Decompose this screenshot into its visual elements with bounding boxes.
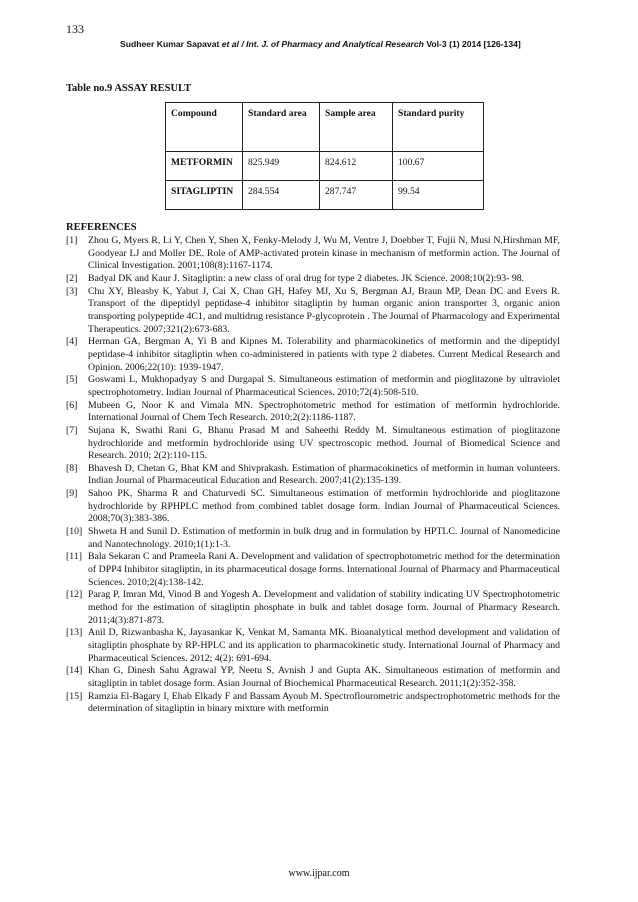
running-header bbox=[120, 39, 600, 50]
table-header-cell: Standard purity bbox=[393, 103, 484, 152]
reference-number: [5] bbox=[66, 374, 78, 386]
reference-item bbox=[66, 691, 560, 716]
table-cell-compound: METFORMIN bbox=[166, 152, 243, 181]
reference-item bbox=[66, 374, 560, 399]
table-row bbox=[166, 152, 484, 181]
reference-item bbox=[66, 425, 560, 463]
reference-item bbox=[66, 551, 560, 589]
references-heading: REFERENCES bbox=[66, 222, 137, 233]
reference-text: Sahoo PK, Sharma R and Chaturvedi SC. Simultaneous estimation of metformin hydrochloride and pioglitazone hydrochloride by RPHPLC method from combined tablet dosage form. Indian Journal of Pharmaceutical Sciences. 2008;70(3):383-386. bbox=[88, 488, 560, 525]
reference-text: Mubeen G, Noor K and Vimala MN. Spectrophotometric method for estimation of metformin hydrochloride. International Journal of Chem Tech Research. 2010;2(2):1186-1187. bbox=[88, 399, 560, 424]
reference-number: [8] bbox=[66, 462, 78, 474]
table-caption: Table no.9 ASSAY RESULT bbox=[66, 83, 192, 94]
reference-number: [1] bbox=[66, 235, 78, 246]
reference-number: [2] bbox=[66, 272, 78, 284]
reference-text: Anil D, Rizwanbasha K, Jayasankar K, Venkat M, Samanta MK. Bioanalytical method development and validation of sitagliptin phosphate by RP-HPLC and its application to pharmacokinetic study. International Journal of Pharmacy and Pharmaceutical Sciences. 2012; 4(2): 691-694. bbox=[88, 627, 560, 664]
reference-number: [7] bbox=[66, 424, 78, 436]
reference-text: Chu XY, Bleasby K, Yabut J, Cai X, Chan GH, Hafey MJ, Xu S, Bergman AJ, Braun MP, Dean DC and Evers R. Transport of the dipeptidyl peptidase-4 inhibitor sitagliptin by human organic anion transporter 3, organic anion transporting polypeptide 4C1, and multidrug resistance P-glycoprotein . The Journal of Pharmacology and Experimental Therapeutics. 2007;321(2):673-683. bbox=[88, 285, 560, 335]
reference-text: Goswami L, Mukhopadyay S and Durgapal S. Simultaneous estimation of metformin and pioglitazone by ultraviolet spectrophotometry. Indian Journal of Pharmaceutical Sciences. 2010;72(4):508-510. bbox=[88, 374, 560, 398]
reference-item bbox=[66, 627, 560, 665]
reference-item bbox=[66, 488, 560, 526]
header-volume: Vol-3 (1) 2014 [126-134] bbox=[426, 39, 521, 49]
assay-result-table bbox=[165, 102, 484, 210]
reference-text: Badyal DK and Kaur J. Sitagliptin: a new class of oral drug for type 2 diabetes. JK Science. 2008;10(2):93- 98. bbox=[88, 272, 525, 284]
reference-text: Bala Sekaran C and Prameela Rani A. Development and validation of spectrophotometric method for the determination of DPP4 Inhibitor sitagliptin, in its pharmaceutical dosage forms. International Journal of Pharmacy and Pharmaceutical Sciences. 2010;2(4):138-142. bbox=[88, 551, 560, 588]
reference-text: Zhou G, Myers R, Li Y, Chen Y, Shen X, Fenky-Melody J, Wu M, Ventre J, Doebber T, Fujii N, Musi N,Hirshman MF, Goodyear LJ and Moller DE. Role of AMP-activated protein kinase in mechanism of metformin action. The Journal of Clinical Investigation. 2001;108(8):1167-1174. bbox=[88, 235, 560, 272]
reference-item bbox=[66, 273, 560, 286]
table-header-cell: Sample area bbox=[320, 103, 393, 152]
reference-number: [9] bbox=[66, 488, 78, 500]
reference-text: Sujana K, Swathi Rani G, Bhanu Prasad M and Saheethi Reddy M. Simultaneous estimation of pioglitazone hydrochloride and metformin hydrochloride using UV spectroscopic method. Journal of Biomedical Science and Research. 2010; 2(2):110-115. bbox=[88, 424, 560, 462]
reference-number: [3] bbox=[66, 285, 78, 297]
reference-item bbox=[66, 526, 560, 551]
reference-number: [10] bbox=[66, 526, 83, 538]
reference-text: Parag P, Imran Md, Vinod B and Yogesh A. Development and validation of stability indicating UV Spectrophotometric method for the estimation of sitagliptin phosphate in bulk and tablet dosage form. Journal of Pharmacy Research. 2011;4(3):871-873. bbox=[88, 589, 560, 626]
reference-item bbox=[66, 400, 560, 425]
table-cell: 99.54 bbox=[393, 181, 484, 210]
reference-item bbox=[66, 463, 560, 488]
table-header-cell: Standard area bbox=[243, 103, 320, 152]
table-cell: 287.747 bbox=[320, 181, 393, 210]
table-cell: 825.949 bbox=[243, 152, 320, 181]
reference-text: Ramzia El-Bagary I, Ehab Elkady F and Bassam Ayoub M. Spectroflourometric andspectrophotometric methods for the determination of sitagliptin in binary mixture with metformin bbox=[88, 690, 560, 715]
reference-number: [11] bbox=[66, 551, 82, 563]
table-cell-compound: SITAGLIPTIN bbox=[166, 181, 243, 210]
table-cell: 824.612 bbox=[320, 152, 393, 181]
reference-text: Khan G, Dinesh Sahu Agrawal YP, Neetu S, Avnish J and Gupta AK. Simultaneous estimation of metformin and sitagliptin in tablet dosage form. Asian Journal of Biochemical Pharmaceutical Research. 2011;1(2):352-358. bbox=[88, 665, 560, 689]
reference-item bbox=[66, 336, 560, 374]
reference-item bbox=[66, 235, 560, 273]
reference-text: Shweta H and Sunil D. Estimation of metformin in bulk drug and in formulation by HPTLC. Journal of Nanomedicine and Nanotechnology. 2010;1(1):1-3. bbox=[88, 526, 560, 550]
reference-number: [4] bbox=[66, 336, 78, 348]
reference-item bbox=[66, 589, 560, 627]
references-list bbox=[66, 235, 560, 716]
page-number: 133 bbox=[66, 22, 84, 36]
reference-text: Herman GA, Bergman A, Yi B and Kipnes M. Tolerability and pharmacokinetics of metformin and the dipeptidyl peptidase-4 inhibitor sitagliptin when co-administered in patients with type 2 diabetes. Current Medical Research and Opinion. 2006;22(10): 1939-1947. bbox=[88, 336, 560, 373]
reference-text: Bhavesh D, Chetan G, Bhat KM and Shivprakash. Estimation of pharmacokinetics of metformin in human volunteers. Indian Journal of Pharmaceutical Education and Research. 2007;41(2):135-139. bbox=[88, 462, 560, 487]
table-row bbox=[166, 181, 484, 210]
table-cell: 100.67 bbox=[393, 152, 484, 181]
reference-number: [14] bbox=[66, 665, 83, 677]
reference-number: [15] bbox=[66, 690, 83, 702]
reference-item bbox=[66, 286, 560, 337]
reference-number: [13] bbox=[66, 627, 83, 639]
header-authors: Sudheer Kumar Sapavat bbox=[120, 39, 220, 49]
table-header-cell: Compound bbox=[166, 103, 243, 152]
reference-number: [12] bbox=[66, 589, 83, 601]
reference-number: [6] bbox=[66, 399, 78, 411]
table-cell: 284.554 bbox=[243, 181, 320, 210]
footer-url: www.ijpar.com bbox=[288, 868, 350, 879]
header-journal: et al / Int. J. of Pharmacy and Analytical Research bbox=[221, 39, 424, 49]
table-header-row bbox=[166, 103, 484, 152]
reference-item bbox=[66, 665, 560, 690]
